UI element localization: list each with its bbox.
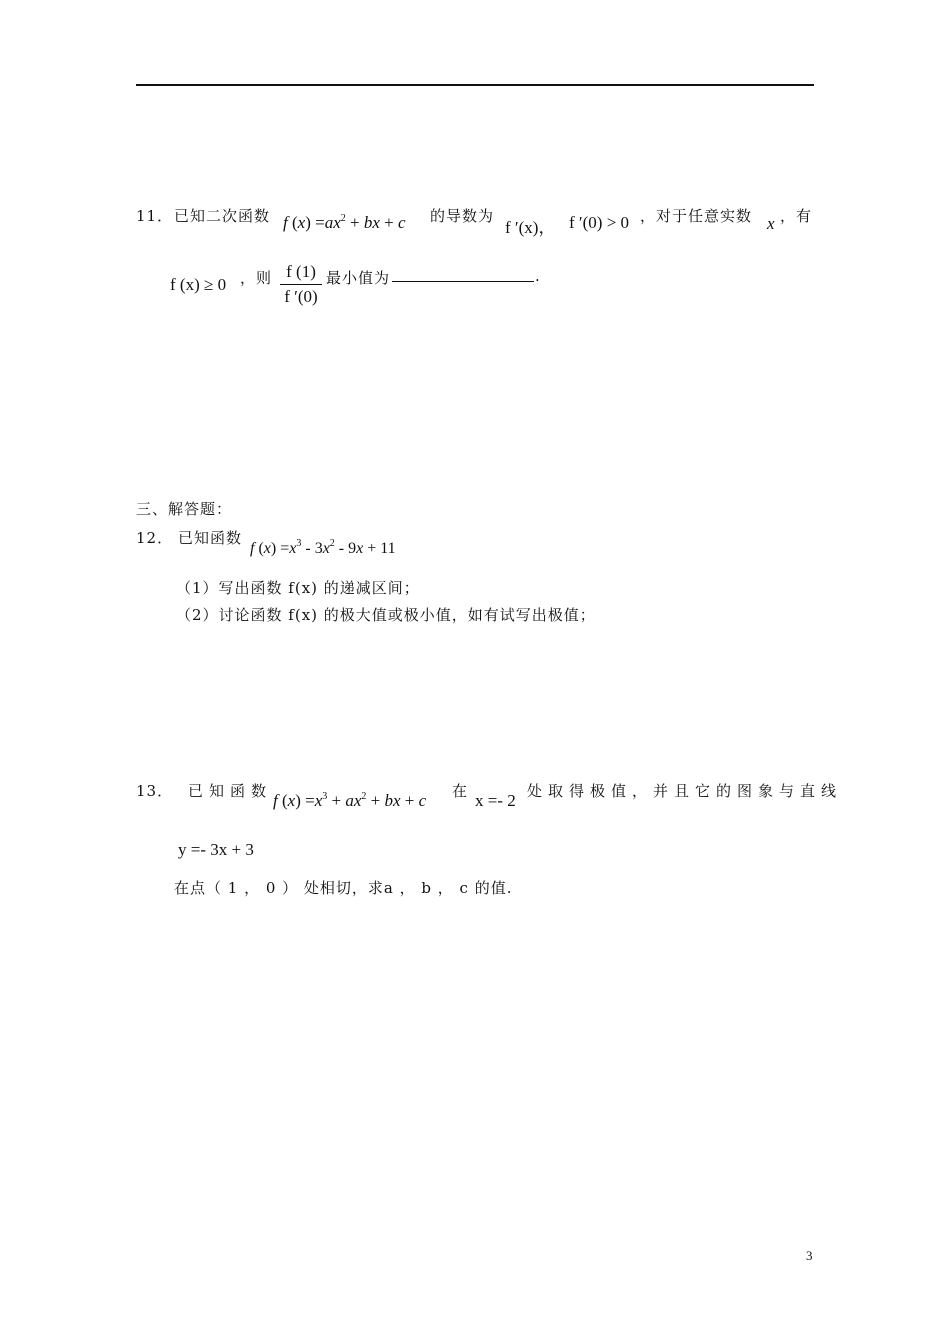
q13-number: 13． [136,782,174,800]
header-rule [136,84,814,86]
q13-text1: 已知函数 [188,782,273,800]
q13-point: x =- 2 [475,791,516,810]
q11-fraction [280,262,322,307]
q11-var: x [767,214,775,233]
q13-function: f $(x) =x^3 + ax^2$ + bx + c [273,791,427,810]
q11-number: 11． [136,207,174,225]
q11-derivative: f ′(x)， [505,218,556,237]
q11-function: f $(x) =ax^2$ + bx + c [283,213,406,232]
q11-condition: f ′(0) > 0 [569,213,630,232]
q13-text4: 在点（ 1 ， 0 ） 处相切，求a ， b ， c 的值. [174,879,513,897]
q11-fraction-numerator: f (1) [286,262,316,281]
q11-inequality: f (x) ≥ 0 [170,275,227,294]
q12-function: f $(x) =x^3 - 3x^2 - 9x + 11$ [250,538,396,557]
q11-text6: 最小值为 [326,269,391,287]
q11-end: . [535,267,541,285]
q11-text1: 已知二次函数 [174,207,271,225]
q11-fraction-bar [280,284,322,285]
q13-text2: 在 [452,782,469,800]
q12-part2: （2）讨论函数 f(x) 的极大值或极小值，如有试写出极值； [176,606,596,624]
q12-text1: 已知函数 [178,529,243,547]
q11-answer-blank [392,267,534,286]
q12-part1: （1）写出函数 f(x) 的递减区间； [176,579,420,597]
q11-text2: 的导数为 [430,207,495,225]
q12-number: 12． [136,529,174,547]
q11-text3: ，对于任意实数 [640,207,753,225]
q11-fraction-denominator: f ′(0) [284,287,318,306]
section-title: 三、解答题： [136,500,233,518]
q11-text4: ，有 [780,207,813,225]
q13-line: y =- 3x + 3 [178,840,254,859]
q13-text3: 处取得极值，并且它的图象与直线 [527,782,843,800]
page-number: 3 [806,1248,813,1263]
q11-text5: ，则 [240,269,273,287]
